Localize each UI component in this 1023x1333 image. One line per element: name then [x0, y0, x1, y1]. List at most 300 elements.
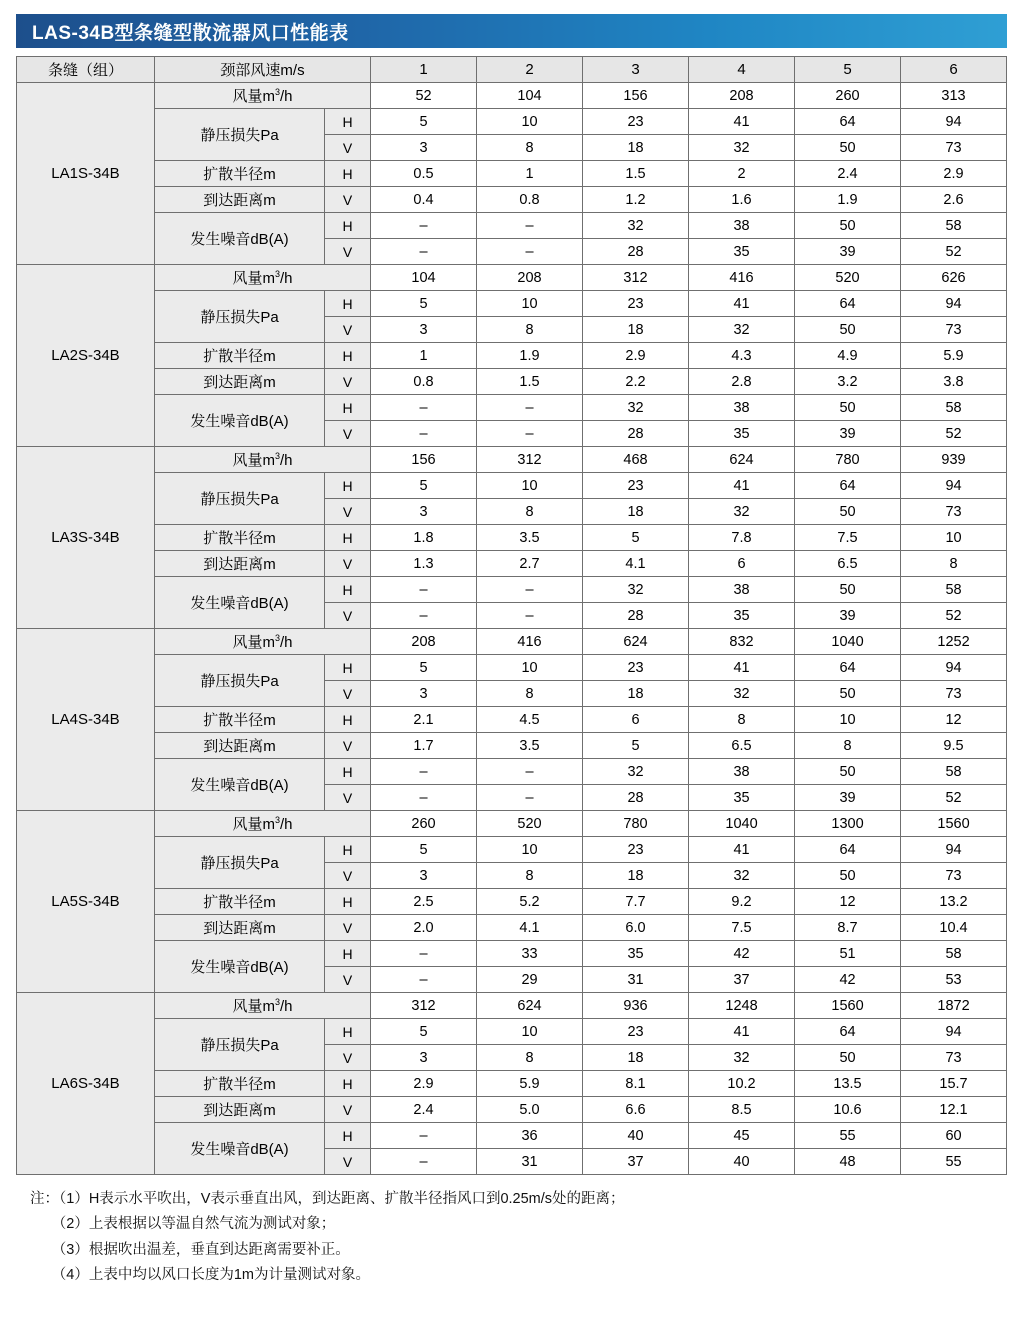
noise-h-value-1: –: [371, 759, 477, 785]
noise-v-value-3: 28: [583, 239, 689, 265]
static-v-value-2: 8: [477, 681, 583, 707]
noise-v-value-3: 28: [583, 603, 689, 629]
note-line-2: （2）上表根据以等温自然气流为测试对象；: [30, 1216, 336, 1233]
noise-h-value-3: 32: [583, 395, 689, 421]
table-row: [17, 811, 1007, 837]
row-label-noise: 发生噪音dB(A): [155, 1123, 325, 1175]
model-name: LA5S-34B: [17, 811, 155, 993]
static-h-value-4: 41: [689, 109, 795, 135]
throw-v-value-6: 10.4: [901, 915, 1007, 941]
noise-v-value-2: –: [477, 785, 583, 811]
page-title: LAS-34B型条缝型散流器风口性能表: [32, 22, 349, 44]
static-v-value-4: 32: [689, 499, 795, 525]
table-row: [17, 369, 1007, 395]
noise-v-value-2: –: [477, 603, 583, 629]
hv-h: H: [325, 759, 371, 785]
noise-h-value-1: –: [371, 213, 477, 239]
radius-h-value-1: 1: [371, 343, 477, 369]
airflow-value-6: 626: [901, 265, 1007, 291]
row-label-static: 静压损失Pa: [155, 837, 325, 889]
noise-h-value-6: 58: [901, 941, 1007, 967]
note-line-3: （3）根据吹出温差，垂直到达距离需要补正。: [30, 1241, 350, 1258]
static-h-value-3: 23: [583, 1019, 689, 1045]
table-row: [17, 473, 1007, 499]
table-row: [17, 707, 1007, 733]
row-label-noise: 发生噪音dB(A): [155, 941, 325, 993]
static-v-value-1: 3: [371, 681, 477, 707]
hv-h: H: [325, 213, 371, 239]
throw-v-value-3: 2.2: [583, 369, 689, 395]
static-v-value-5: 50: [795, 499, 901, 525]
airflow-value-5: 1560: [795, 993, 901, 1019]
noise-v-value-4: 37: [689, 967, 795, 993]
table-row: [17, 109, 1007, 135]
col-header-4: 4: [689, 57, 795, 83]
note-line-4: （4）上表中均以风口长度为1m为计量测试对象。: [30, 1267, 370, 1284]
noise-h-value-4: 42: [689, 941, 795, 967]
static-h-value-4: 41: [689, 655, 795, 681]
hv-h: H: [325, 525, 371, 551]
static-v-value-3: 18: [583, 317, 689, 343]
hv-h: H: [325, 473, 371, 499]
airflow-value-2: 416: [477, 629, 583, 655]
row-label-airflow: 风量$m^3/h$: [155, 629, 371, 655]
table-row: [17, 551, 1007, 577]
hv-v: V: [325, 135, 371, 161]
table-row: [17, 733, 1007, 759]
table-row: [17, 837, 1007, 863]
table-row: [17, 1019, 1007, 1045]
airflow-value-6: 1252: [901, 629, 1007, 655]
noise-v-value-6: 55: [901, 1149, 1007, 1175]
radius-h-value-3: 1.5: [583, 161, 689, 187]
noise-v-value-3: 31: [583, 967, 689, 993]
static-v-value-6: 73: [901, 317, 1007, 343]
static-v-value-2: 8: [477, 135, 583, 161]
static-v-value-6: 73: [901, 863, 1007, 889]
static-v-value-5: 50: [795, 681, 901, 707]
static-v-value-4: 32: [689, 863, 795, 889]
static-v-value-5: 50: [795, 1045, 901, 1071]
radius-h-value-3: 7.7: [583, 889, 689, 915]
static-h-value-4: 41: [689, 837, 795, 863]
throw-v-value-5: 10.6: [795, 1097, 901, 1123]
row-label-static: 静压损失Pa: [155, 655, 325, 707]
performance-table: [16, 56, 1007, 1175]
noise-h-value-2: 33: [477, 941, 583, 967]
noise-v-value-6: 52: [901, 421, 1007, 447]
static-v-value-4: 32: [689, 135, 795, 161]
radius-h-value-6: 12: [901, 707, 1007, 733]
radius-h-value-1: 2.5: [371, 889, 477, 915]
static-h-value-3: 23: [583, 655, 689, 681]
noise-h-value-5: 51: [795, 941, 901, 967]
throw-v-value-5: 8: [795, 733, 901, 759]
noise-v-value-3: 28: [583, 421, 689, 447]
hv-v: V: [325, 1149, 371, 1175]
col-header-2: 2: [477, 57, 583, 83]
noise-v-value-3: 28: [583, 785, 689, 811]
airflow-value-3: 780: [583, 811, 689, 837]
static-h-value-4: 41: [689, 473, 795, 499]
throw-v-value-4: 7.5: [689, 915, 795, 941]
throw-v-value-2: 4.1: [477, 915, 583, 941]
throw-v-value-3: 4.1: [583, 551, 689, 577]
static-h-value-5: 64: [795, 837, 901, 863]
airflow-value-6: 313: [901, 83, 1007, 109]
row-label-static: 静压损失Pa: [155, 473, 325, 525]
radius-h-value-3: 2.9: [583, 343, 689, 369]
static-v-value-2: 8: [477, 499, 583, 525]
table-row: [17, 655, 1007, 681]
static-h-value-2: 10: [477, 109, 583, 135]
model-name: LA3S-34B: [17, 447, 155, 629]
airflow-value-1: 156: [371, 447, 477, 473]
table-head: [17, 57, 1007, 83]
hv-v: V: [325, 915, 371, 941]
noise-v-value-2: 29: [477, 967, 583, 993]
row-label-airflow: 风量$m^3/h$: [155, 447, 371, 473]
static-v-value-5: 50: [795, 863, 901, 889]
hv-h: H: [325, 1019, 371, 1045]
static-h-value-1: 5: [371, 109, 477, 135]
airflow-value-5: 1040: [795, 629, 901, 655]
hv-h: H: [325, 161, 371, 187]
table-header-row: [17, 57, 1007, 83]
static-h-value-6: 94: [901, 1019, 1007, 1045]
noise-v-value-6: 52: [901, 239, 1007, 265]
table-row: [17, 187, 1007, 213]
radius-h-value-5: 13.5: [795, 1071, 901, 1097]
row-label-radius: 扩散半径m: [155, 161, 325, 187]
static-v-value-1: 3: [371, 135, 477, 161]
hv-v: V: [325, 317, 371, 343]
noise-h-value-5: 50: [795, 759, 901, 785]
radius-h-value-1: 2.1: [371, 707, 477, 733]
radius-h-value-3: 8.1: [583, 1071, 689, 1097]
static-v-value-4: 32: [689, 681, 795, 707]
airflow-value-2: 208: [477, 265, 583, 291]
static-v-value-1: 3: [371, 499, 477, 525]
throw-v-value-5: 1.9: [795, 187, 901, 213]
noise-h-value-3: 35: [583, 941, 689, 967]
noise-v-value-5: 42: [795, 967, 901, 993]
static-h-value-2: 10: [477, 1019, 583, 1045]
airflow-value-3: 624: [583, 629, 689, 655]
notes-block: [16, 1187, 1007, 1289]
static-v-value-4: 32: [689, 1045, 795, 1071]
radius-h-value-4: 8: [689, 707, 795, 733]
hv-h: H: [325, 395, 371, 421]
radius-h-value-4: 10.2: [689, 1071, 795, 1097]
static-v-value-6: 73: [901, 135, 1007, 161]
airflow-value-3: 312: [583, 265, 689, 291]
radius-h-value-5: 2.4: [795, 161, 901, 187]
table-row: [17, 291, 1007, 317]
noise-h-value-4: 38: [689, 395, 795, 421]
row-label-noise: 发生噪音dB(A): [155, 759, 325, 811]
static-v-value-1: 3: [371, 863, 477, 889]
noise-h-value-6: 58: [901, 759, 1007, 785]
throw-v-value-1: 2.4: [371, 1097, 477, 1123]
row-label-radius: 扩散半径m: [155, 343, 325, 369]
table-row: [17, 213, 1007, 239]
hv-v: V: [325, 863, 371, 889]
airflow-value-4: 416: [689, 265, 795, 291]
noise-h-value-5: 50: [795, 395, 901, 421]
row-label-throw: 到达距离m: [155, 1097, 325, 1123]
radius-h-value-5: 4.9: [795, 343, 901, 369]
noise-v-value-5: 39: [795, 603, 901, 629]
throw-v-value-4: 8.5: [689, 1097, 795, 1123]
airflow-value-4: 624: [689, 447, 795, 473]
airflow-value-4: 1040: [689, 811, 795, 837]
note-line-1: 注：（1）H表示水平吹出，V表示垂直出风，到达距离、扩散半径指风口到0.25m/s处的距离；: [30, 1191, 625, 1207]
row-label-radius: 扩散半径m: [155, 889, 325, 915]
table-row: [17, 1123, 1007, 1149]
row-label-throw: 到达距离m: [155, 369, 325, 395]
airflow-value-4: 208: [689, 83, 795, 109]
static-v-value-5: 50: [795, 135, 901, 161]
radius-h-value-1: 2.9: [371, 1071, 477, 1097]
hv-h: H: [325, 889, 371, 915]
static-h-value-6: 94: [901, 473, 1007, 499]
hv-v: V: [325, 369, 371, 395]
hv-v: V: [325, 603, 371, 629]
table-row: [17, 265, 1007, 291]
airflow-value-6: 1560: [901, 811, 1007, 837]
airflow-value-3: 468: [583, 447, 689, 473]
radius-h-value-6: 15.7: [901, 1071, 1007, 1097]
throw-v-value-3: 6.6: [583, 1097, 689, 1123]
throw-v-value-1: 0.8: [371, 369, 477, 395]
table-row: [17, 941, 1007, 967]
throw-v-value-2: 0.8: [477, 187, 583, 213]
airflow-value-2: 624: [477, 993, 583, 1019]
static-v-value-2: 8: [477, 317, 583, 343]
airflow-value-4: 1248: [689, 993, 795, 1019]
throw-v-value-1: 1.7: [371, 733, 477, 759]
row-label-noise: 发生噪音dB(A): [155, 577, 325, 629]
static-h-value-1: 5: [371, 1019, 477, 1045]
row-label-throw: 到达距离m: [155, 187, 325, 213]
static-h-value-6: 94: [901, 655, 1007, 681]
noise-h-value-6: 58: [901, 395, 1007, 421]
radius-h-value-6: 13.2: [901, 889, 1007, 915]
noise-h-value-5: 55: [795, 1123, 901, 1149]
radius-h-value-2: 1.9: [477, 343, 583, 369]
throw-v-value-2: 5.0: [477, 1097, 583, 1123]
table-body: [17, 83, 1007, 1175]
radius-h-value-4: 7.8: [689, 525, 795, 551]
table-row: [17, 1071, 1007, 1097]
throw-v-value-4: 6: [689, 551, 795, 577]
noise-v-value-6: 52: [901, 785, 1007, 811]
row-label-airflow: 风量$m^3/h$: [155, 811, 371, 837]
static-h-value-5: 64: [795, 1019, 901, 1045]
static-h-value-5: 64: [795, 473, 901, 499]
noise-v-value-2: –: [477, 239, 583, 265]
row-label-throw: 到达距离m: [155, 551, 325, 577]
table-row: [17, 759, 1007, 785]
noise-h-value-2: –: [477, 395, 583, 421]
noise-h-value-4: 38: [689, 759, 795, 785]
static-h-value-3: 23: [583, 473, 689, 499]
throw-v-value-1: 0.4: [371, 187, 477, 213]
radius-h-value-2: 5.9: [477, 1071, 583, 1097]
hv-v: V: [325, 421, 371, 447]
hv-h: H: [325, 1071, 371, 1097]
row-label-airflow: 风量$m^3/h$: [155, 83, 371, 109]
noise-v-value-1: –: [371, 421, 477, 447]
noise-h-value-5: 50: [795, 577, 901, 603]
airflow-value-6: 1872: [901, 993, 1007, 1019]
noise-v-value-1: –: [371, 785, 477, 811]
static-h-value-3: 23: [583, 109, 689, 135]
airflow-value-1: 260: [371, 811, 477, 837]
noise-v-value-4: 35: [689, 239, 795, 265]
static-h-value-5: 64: [795, 109, 901, 135]
static-v-value-2: 8: [477, 1045, 583, 1071]
hv-h: H: [325, 343, 371, 369]
noise-v-value-6: 52: [901, 603, 1007, 629]
noise-h-value-4: 45: [689, 1123, 795, 1149]
throw-v-value-3: 1.2: [583, 187, 689, 213]
radius-h-value-2: 5.2: [477, 889, 583, 915]
throw-v-value-4: 6.5: [689, 733, 795, 759]
row-label-static: 静压损失Pa: [155, 109, 325, 161]
col-header-3: 3: [583, 57, 689, 83]
row-label-radius: 扩散半径m: [155, 1071, 325, 1097]
noise-v-value-5: 39: [795, 785, 901, 811]
static-h-value-2: 10: [477, 837, 583, 863]
table-row: [17, 83, 1007, 109]
static-v-value-6: 73: [901, 1045, 1007, 1071]
table-row: [17, 447, 1007, 473]
col-header-1: 1: [371, 57, 477, 83]
noise-h-value-4: 38: [689, 213, 795, 239]
static-v-value-3: 18: [583, 1045, 689, 1071]
row-label-throw: 到达距离m: [155, 733, 325, 759]
static-h-value-6: 94: [901, 109, 1007, 135]
hv-v: V: [325, 187, 371, 213]
radius-h-value-5: 12: [795, 889, 901, 915]
throw-v-value-3: 6.0: [583, 915, 689, 941]
table-row: [17, 395, 1007, 421]
noise-v-value-2: –: [477, 421, 583, 447]
hv-h: H: [325, 291, 371, 317]
throw-v-value-5: 6.5: [795, 551, 901, 577]
row-label-static: 静压损失Pa: [155, 1019, 325, 1071]
radius-h-value-4: 2: [689, 161, 795, 187]
throw-v-value-2: 2.7: [477, 551, 583, 577]
hv-h: H: [325, 837, 371, 863]
table-row: [17, 915, 1007, 941]
noise-h-value-3: 32: [583, 213, 689, 239]
noise-h-value-3: 32: [583, 759, 689, 785]
hv-v: V: [325, 1045, 371, 1071]
model-name: LA6S-34B: [17, 993, 155, 1175]
throw-v-value-6: 3.8: [901, 369, 1007, 395]
table-row: [17, 577, 1007, 603]
hv-h: H: [325, 577, 371, 603]
throw-v-value-6: 12.1: [901, 1097, 1007, 1123]
throw-v-value-6: 9.5: [901, 733, 1007, 759]
noise-v-value-4: 35: [689, 603, 795, 629]
airflow-value-1: 208: [371, 629, 477, 655]
throw-v-value-6: 2.6: [901, 187, 1007, 213]
row-label-noise: 发生噪音dB(A): [155, 395, 325, 447]
noise-v-value-5: 48: [795, 1149, 901, 1175]
static-v-value-6: 73: [901, 499, 1007, 525]
model-name: LA4S-34B: [17, 629, 155, 811]
throw-v-value-3: 5: [583, 733, 689, 759]
static-h-value-1: 5: [371, 837, 477, 863]
static-v-value-6: 73: [901, 681, 1007, 707]
noise-h-value-2: –: [477, 213, 583, 239]
row-label-airflow: 风量$m^3/h$: [155, 993, 371, 1019]
static-h-value-4: 41: [689, 291, 795, 317]
col-header-velocity: 颈部风速m/s: [155, 57, 371, 83]
radius-h-value-1: 1.8: [371, 525, 477, 551]
throw-v-value-2: 1.5: [477, 369, 583, 395]
radius-h-value-6: 2.9: [901, 161, 1007, 187]
static-v-value-3: 18: [583, 863, 689, 889]
noise-v-value-1: –: [371, 1149, 477, 1175]
row-label-static: 静压损失Pa: [155, 291, 325, 343]
throw-v-value-6: 8: [901, 551, 1007, 577]
throw-v-value-1: 1.3: [371, 551, 477, 577]
model-name: LA1S-34B: [17, 83, 155, 265]
table-row: [17, 889, 1007, 915]
static-h-value-1: 5: [371, 291, 477, 317]
hv-v: V: [325, 239, 371, 265]
static-h-value-1: 5: [371, 473, 477, 499]
static-v-value-1: 3: [371, 317, 477, 343]
table-row: [17, 1097, 1007, 1123]
hv-h: H: [325, 1123, 371, 1149]
noise-v-value-5: 39: [795, 421, 901, 447]
noise-h-value-3: 32: [583, 577, 689, 603]
hv-h: H: [325, 941, 371, 967]
hv-v: V: [325, 681, 371, 707]
col-header-5: 5: [795, 57, 901, 83]
noise-v-value-4: 40: [689, 1149, 795, 1175]
static-h-value-6: 94: [901, 291, 1007, 317]
airflow-value-2: 520: [477, 811, 583, 837]
radius-h-value-1: 0.5: [371, 161, 477, 187]
noise-h-value-5: 50: [795, 213, 901, 239]
hv-h: H: [325, 109, 371, 135]
row-label-radius: 扩散半径m: [155, 525, 325, 551]
static-v-value-3: 18: [583, 681, 689, 707]
radius-h-value-5: 7.5: [795, 525, 901, 551]
noise-h-value-2: –: [477, 577, 583, 603]
airflow-value-2: 104: [477, 83, 583, 109]
throw-v-value-1: 2.0: [371, 915, 477, 941]
col-header-6: 6: [901, 57, 1007, 83]
throw-v-value-4: 2.8: [689, 369, 795, 395]
airflow-value-5: 520: [795, 265, 901, 291]
static-h-value-5: 64: [795, 291, 901, 317]
table-row: [17, 343, 1007, 369]
noise-h-value-1: –: [371, 941, 477, 967]
radius-h-value-3: 5: [583, 525, 689, 551]
noise-v-value-2: 31: [477, 1149, 583, 1175]
noise-v-value-4: 35: [689, 421, 795, 447]
static-v-value-5: 50: [795, 317, 901, 343]
static-h-value-2: 10: [477, 473, 583, 499]
